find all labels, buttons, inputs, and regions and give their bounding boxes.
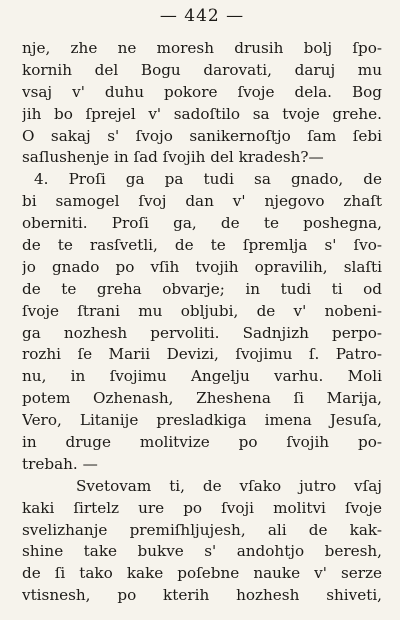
text-line: svelizhanje premiſhljujesh, ali de kak- <box>22 520 382 539</box>
text-line: rozhi ſe Marii Devizi, ſvojimu ſ. Patro- <box>22 345 382 364</box>
text-line: nje, zhe ne moresh drusih bolj ſpo- <box>22 39 382 57</box>
text-line: vtisnesh, po kterih hozhesh shiveti, <box>22 586 382 605</box>
text-line: trebah. — <box>22 454 98 473</box>
text-line: kornih del Bogu darovati, daruj mu <box>22 60 382 79</box>
text-line: nu, in ſvojimu Angelju varhu. Moli <box>22 367 382 386</box>
body-text <box>22 38 382 607</box>
text-line: in druge molitvize po ſvojih po- <box>22 433 382 452</box>
text-line: kaki ſirtelz ure po ſvoji molitvi ſvoje <box>22 498 382 517</box>
text-line: bi samogel ſvoj dan v' njegovo zhaſt <box>22 192 382 211</box>
text-line: ſvoje ſtrani mu obljubi, de v' nobeni- <box>22 301 382 320</box>
text-line: 4. Proſi ga pa tudi sa gnado, de <box>34 170 382 189</box>
text-line: Vero, Litanije presladkiga imena Jesuſa, <box>22 411 382 430</box>
page-number: — 442 — <box>159 6 245 26</box>
text-line: de te greha obvarje; in tudi ti od <box>22 279 382 298</box>
text-line: ga nozhesh pervoliti. Sadnjizh perpo- <box>22 323 382 342</box>
text-line: oberniti. Proſi ga, de te poshegna, <box>22 214 382 233</box>
text-line: saſlushenje in ſad ſvojih del kradesh?— <box>22 148 324 167</box>
text-line: de ſi tako kake poſebne nauke v' serze <box>22 564 382 583</box>
text-line: shine take bukve s' andohtjo beresh, <box>22 542 382 561</box>
text-line: jih bo ſprejel v' sadoſtilo sa tvoje grehe. <box>22 104 382 123</box>
text-line: vsaj v' duhu pokore ſvoje dela. Bog <box>22 82 382 101</box>
text-line: jo gnado po vſih tvojih opravilih, slaſti <box>22 257 382 276</box>
text-line: potem Ozhenash, Zheshena ſi Marija, <box>22 389 382 408</box>
text-line: de te rasſvetli, de te ſpremlja s' ſvo- <box>22 236 382 255</box>
text-line: O sakaj s' ſvojo sanikernoſtjo ſam ſebi <box>22 126 382 145</box>
text-line: Svetovam ti, de vſako jutro vſaj <box>76 476 382 495</box>
